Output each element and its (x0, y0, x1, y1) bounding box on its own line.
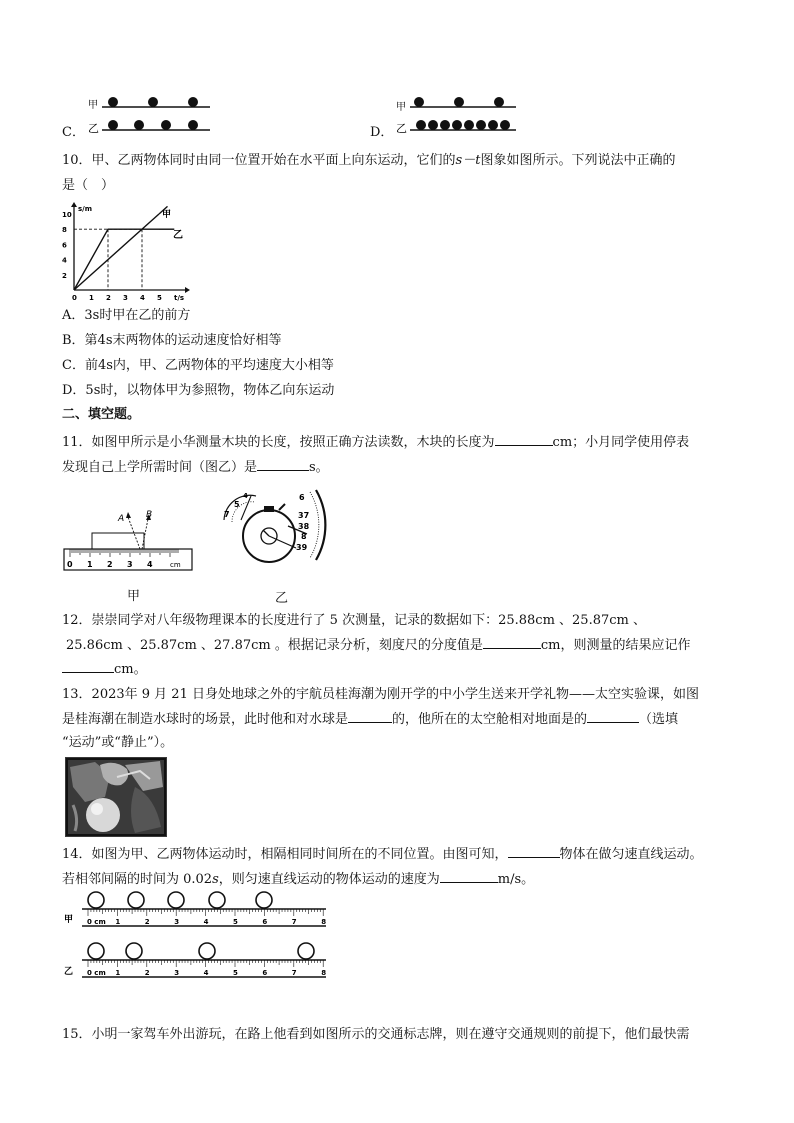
y-axis-label: s/m (78, 205, 93, 213)
ruler-label: 5 (233, 969, 238, 977)
ball (256, 892, 272, 908)
ruler-label: 0 cm (87, 969, 106, 977)
ball (298, 943, 314, 959)
x-tick-label: 4 (140, 294, 145, 302)
dial-label: 4 (243, 492, 248, 500)
fig-caption-yi: 乙 (275, 591, 289, 606)
ball (161, 120, 171, 130)
dial-label: 37 (298, 511, 310, 520)
ruler-unit: cm (170, 561, 181, 569)
q10-option-d: D．5s时，以物体甲为参照物，物体乙向东运动 (62, 383, 335, 398)
answer-blank (483, 636, 541, 649)
q13-line2: 是桂海潮在制造水球时的场景，此时他和对水球是 的，他所在的太空舱相对地面是的 （选填 (62, 712, 679, 727)
q10-st-graph (60, 200, 190, 302)
q15-line1: 15．小明一家驾车外出游玩，在路上他看到如图所示的交通标志牌，则在遵守交通规则的前提下，他们最快需 (62, 1027, 690, 1042)
ball (188, 120, 198, 130)
answer-blank (62, 660, 114, 673)
ball (134, 120, 144, 130)
big-dial-zoom (316, 490, 325, 560)
ruler-label: 0 cm (87, 918, 106, 926)
ruler-label: 0 (67, 560, 73, 569)
ruler-label: 4 (147, 560, 153, 569)
dial-label: 38 (298, 522, 310, 531)
ball (476, 120, 486, 130)
q13-photo (65, 757, 167, 837)
dial-label: 5 (234, 500, 240, 509)
ruler-label: 7 (291, 918, 297, 926)
row-label-jia: 甲 (396, 102, 406, 113)
x-axis-label: t/s (174, 294, 185, 302)
fig-caption-jia: 甲 (127, 589, 141, 604)
q12-line1: 12．崇崇同学对八年级物理课本的长度进行了 5 次测量，记录的数据如下：25.88cm 、25.87cm 、 (62, 613, 646, 628)
ball (488, 120, 498, 130)
graph-lines (74, 206, 174, 290)
ball (454, 97, 464, 107)
ball (428, 120, 438, 130)
ball (452, 120, 462, 130)
ruler-label: 2 (144, 969, 150, 977)
q14-figure (62, 888, 337, 982)
crown (279, 504, 285, 510)
answer-blank (508, 845, 560, 858)
ruler-label: 1 (87, 560, 93, 569)
ball (440, 120, 450, 130)
y-tick-label: 6 (62, 241, 67, 250)
q11-line2: 发现自己上学所需时间（图乙）是 s。 (62, 460, 329, 475)
series-label-jia: 甲 (162, 210, 172, 220)
ball (108, 120, 118, 130)
arrow-label-b: B (146, 510, 153, 520)
dial-label: 39 (296, 543, 308, 552)
row-label-yi: 乙 (64, 967, 74, 977)
row-label-yi: 乙 (396, 122, 407, 135)
x-tick-label: 1 (89, 294, 94, 302)
x-tick-label: 5 (157, 294, 162, 302)
arrow-label-a: A (118, 514, 125, 524)
q14-line2: 若相邻间隔的时间为 0.02s，则匀速直线运动的物体运动的速度为 m/s。 (62, 872, 535, 887)
ruler-yi (82, 960, 326, 977)
ruler-label: 6 (262, 969, 268, 977)
ball (88, 892, 104, 908)
x-tick-label: 3 (123, 294, 128, 302)
ball (126, 943, 142, 959)
q10-stem-line2: 是（ ） (62, 178, 115, 193)
x-tick-label: 2 (106, 294, 111, 302)
y-tick-label: 10 (62, 211, 72, 219)
series-line-yi (74, 229, 159, 290)
row-label-jia: 甲 (88, 100, 98, 111)
q9-option-c-figure (80, 92, 220, 138)
answer-blank (348, 710, 392, 723)
q13-line1: 13．2023年 9 月 21 日身处地球之外的宇航员桂海潮为刚开学的中小学生送来开学礼物——太空实验课，如图 (62, 687, 699, 702)
ruler-label: 3 (174, 918, 180, 926)
ball (464, 120, 474, 130)
q10-option-a: A．3s时甲在乙的前方 (62, 308, 191, 323)
ball (108, 97, 118, 107)
ball (494, 97, 504, 107)
q9-option-d-figure (394, 92, 524, 138)
option-letter: D． (370, 125, 394, 140)
q11-stopwatch-figure (218, 488, 330, 564)
dial-label: 6 (299, 493, 305, 502)
ruler-label: 8 (321, 918, 327, 926)
balls-jia (88, 892, 272, 908)
q10-math: s－t (455, 153, 481, 168)
row-label-yi: 乙 (88, 122, 99, 135)
ball (209, 892, 225, 908)
ball (199, 943, 215, 959)
ruler-label: 3 (127, 560, 133, 569)
dial-label: 8 (301, 532, 307, 541)
section-title: 二、填空题。 (62, 407, 141, 422)
ruler-jia (82, 909, 326, 926)
q10-option-b: B．第4s末两物体的运动速度恰好相等 (62, 333, 282, 348)
q10-option-c: C．前4s内，甲、乙两物体的平均速度大小相等 (62, 358, 334, 373)
q13-line3: “运动”或“静止”）。 (62, 735, 174, 750)
ball (416, 120, 426, 130)
ball (500, 120, 510, 130)
row-label-jia: 甲 (64, 915, 74, 925)
answer-blank (257, 458, 309, 471)
ball (188, 97, 198, 107)
ruler-label: 4 (203, 969, 209, 977)
q12-line3: cm。 (62, 660, 147, 679)
ruler-label: 2 (107, 560, 113, 569)
ball (148, 97, 158, 107)
q12-line2: 25.86cm 、25.87cm 、27.87cm 。根据记录分析，刻度尺的分度值是 cm，则测量的结果应记作 (66, 638, 691, 653)
ruler-label: 4 (203, 918, 209, 926)
water-ball (86, 798, 120, 832)
y-tick-label: 8 (62, 226, 67, 235)
wood-block (92, 533, 144, 549)
ruler-label: 1 (115, 918, 121, 926)
q10-stem-line1: 10．甲、乙两物体同时由同一位置开始在水平面上向东运动，它们的s－t图象如图所示。下列说法中正确的 (62, 153, 676, 168)
ruler-label: 5 (233, 918, 238, 926)
y-tick-label: 4 (62, 256, 67, 265)
ruler-label: 8 (321, 969, 327, 977)
dial-label: 7 (224, 510, 230, 519)
q11-line1: 11．如图甲所示是小华测量木块的长度，按照正确方法读数，木块的长度为 cm；小月同学使用停表 (62, 435, 690, 450)
ball (414, 97, 424, 107)
series-label-yi: 乙 (173, 230, 183, 241)
x-tick-label: 0 (72, 294, 77, 302)
ruler-label: 6 (262, 918, 268, 926)
answer-blank (495, 433, 553, 446)
ball (88, 943, 104, 959)
answer-blank (440, 870, 498, 883)
ruler-label: 3 (174, 969, 180, 977)
y-tick-label: 2 (62, 271, 67, 280)
answer-blank (587, 710, 639, 723)
ball (168, 892, 184, 908)
ruler-label: 1 (115, 969, 121, 977)
series-line-jia (74, 214, 159, 290)
q14-line1: 14．如图为甲、乙两物体运动时，相隔相同时间所在的不同位置。由图可知， 物体在做匀速直线运动。 (62, 847, 703, 862)
option-letter: C． (62, 125, 85, 140)
ruler-label: 7 (291, 969, 297, 977)
ruler-label: 2 (144, 918, 150, 926)
balls-yi (88, 943, 314, 959)
q11-ruler-figure (62, 505, 197, 571)
ball (128, 892, 144, 908)
